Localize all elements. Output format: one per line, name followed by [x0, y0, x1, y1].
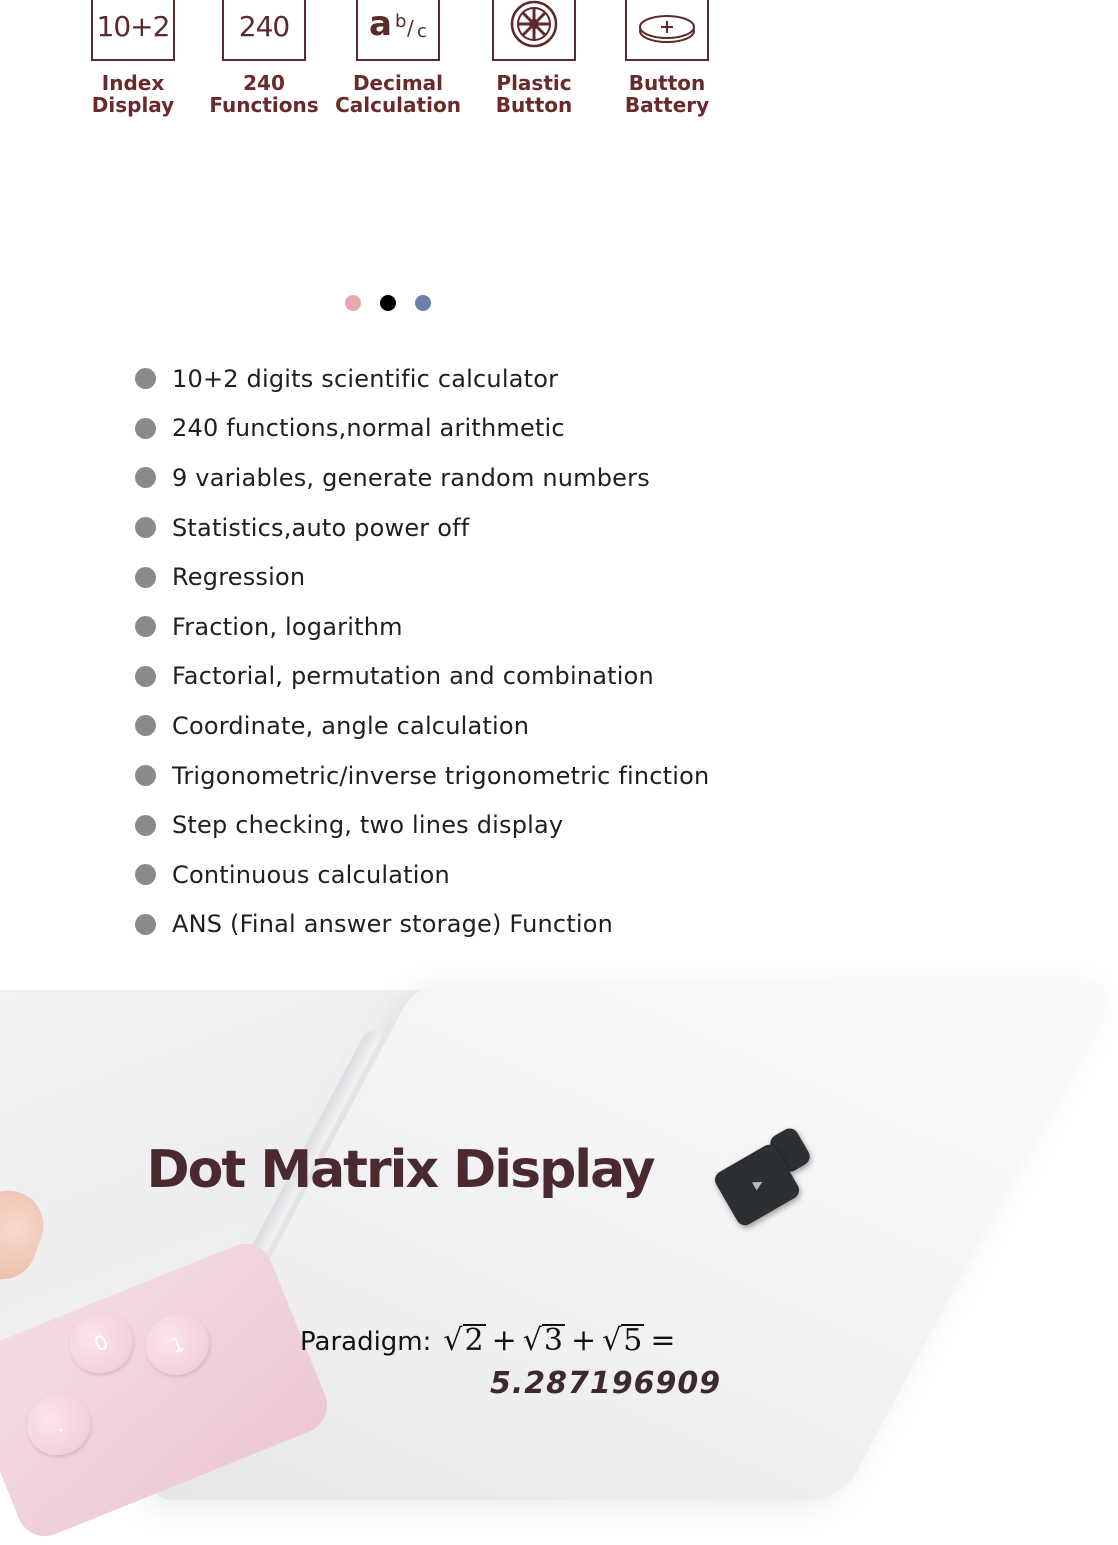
list-item: Continuous calculation — [135, 850, 775, 900]
play-arrow-icon: ▶ — [750, 1174, 766, 1192]
carousel-dot-2-active[interactable] — [380, 295, 396, 311]
svg-text:a: a — [369, 3, 392, 44]
carousel-pagination — [0, 295, 790, 311]
paradigm-formula — [300, 1323, 720, 1358]
hero-banner — [0, 990, 790, 1438]
sqrt-term: √ 5 — [602, 1323, 643, 1358]
feature-label: Index Display — [91, 71, 175, 117]
calculator-key: 0 — [60, 1303, 142, 1383]
index-display-icon: 10+2 — [91, 0, 175, 61]
spec-list — [135, 354, 775, 949]
list-item: Regression — [135, 552, 775, 602]
bullet-icon — [135, 815, 156, 836]
bullet-icon — [135, 567, 156, 588]
bullet-icon — [135, 467, 156, 488]
bullet-icon — [135, 765, 156, 786]
fraction-icon — [356, 0, 440, 61]
list-item: Fraction, logarithm — [135, 602, 775, 652]
bullet-icon — [135, 368, 156, 389]
bullet-icon — [135, 666, 156, 687]
feature-label: Plastic Button — [495, 71, 573, 117]
list-item: Coordinate, angle calculation — [135, 701, 775, 751]
list-item: Step checking, two lines display — [135, 800, 775, 850]
functions-icon: 240 — [222, 0, 306, 61]
bullet-icon — [135, 616, 156, 637]
battery-icon — [625, 0, 709, 61]
list-item: 240 functions,normal arithmetic — [135, 404, 775, 454]
hero-title: Dot Matrix Display — [146, 1140, 654, 1200]
bullet-icon — [135, 517, 156, 538]
svg-text:c: c — [417, 20, 427, 42]
formula-label: Paradigm: — [300, 1327, 432, 1357]
calculator-key: . — [18, 1385, 100, 1465]
formula-expression: √ 2 + √ 3 + √ 5 = — [443, 1323, 676, 1358]
carousel-dot-1[interactable] — [345, 295, 361, 311]
feature-label: 240 Functions — [209, 71, 319, 117]
feature-label: Decimal Calculation — [335, 71, 461, 117]
svg-text:/: / — [407, 15, 414, 40]
calculator-key: 1 — [136, 1305, 218, 1385]
fraction-glyph — [363, 5, 433, 49]
bullet-icon — [135, 715, 156, 736]
bullet-icon — [135, 914, 156, 935]
feature-label: Button Battery — [624, 71, 710, 117]
list-item: Trigonometric/inverse trigonometric finction — [135, 751, 775, 801]
list-item: Factorial, permutation and combination — [135, 652, 775, 702]
list-item: 10+2 digits scientific calculator — [135, 354, 775, 404]
list-item: ANS (Final answer storage) Function — [135, 900, 775, 950]
list-item: Statistics,auto power off — [135, 503, 775, 553]
list-item: 9 variables, generate random numbers — [135, 453, 775, 503]
sqrt-term: √ 2 — [443, 1323, 484, 1358]
formula-result: 5.287196909 — [490, 1366, 722, 1401]
sqrt-term: √ 3 — [522, 1323, 563, 1358]
bullet-icon — [135, 864, 156, 885]
bullet-icon — [135, 418, 156, 439]
feature-icons-row — [0, 0, 790, 130]
svg-text:b: b — [395, 10, 407, 32]
carousel-dot-3[interactable] — [415, 295, 431, 311]
plastic-button-icon — [492, 0, 576, 61]
